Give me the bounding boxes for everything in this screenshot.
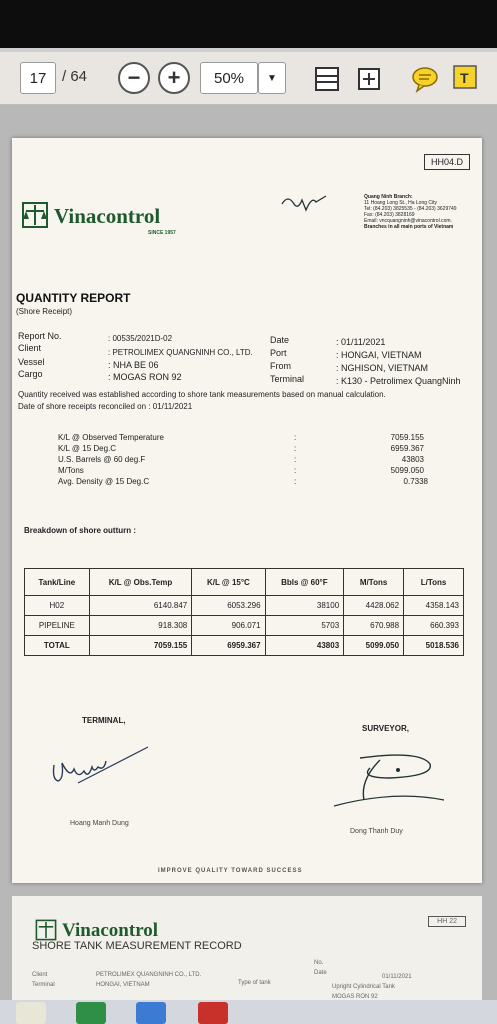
table-cell: 6140.847: [89, 596, 192, 616]
surveyor-sign-label: SURVEYOR,: [362, 724, 409, 733]
table-cell: 660.393: [404, 616, 464, 636]
terminal-label: Terminal: [270, 374, 305, 384]
port-label: Port: [270, 348, 287, 358]
initials-signature: [280, 190, 330, 220]
vinacontrol-logo-icon: [34, 918, 58, 942]
port-value: : HONGAI, VIETNAM: [336, 350, 422, 360]
quantity-colon: :: [294, 455, 297, 464]
quantity-label: Avg. Density @ 15 Deg.C: [58, 477, 150, 486]
quantity-label: K/L @ Observed Temperature: [58, 433, 164, 442]
page-number-input[interactable]: [20, 62, 56, 94]
table-cell: 4358.143: [404, 596, 464, 616]
page2-terminal-value: HONGAI, VIETNAM: [96, 982, 150, 988]
table-cell: PIPELINE: [25, 616, 90, 636]
table-total-row: [25, 636, 464, 656]
page2-client-label: Client: [32, 972, 48, 978]
quantity-colon: :: [294, 433, 297, 442]
quantity-row: [58, 466, 438, 477]
quantity-colon: :: [294, 444, 297, 453]
branch-email: Email: vncquangninh@vinacontrol.com.: [364, 218, 452, 224]
table-cell: 38100: [265, 596, 344, 616]
minus-icon: −: [127, 65, 141, 90]
terminal-value: : K130 - Petrolimex QuangNinh: [336, 376, 461, 386]
branch-name: Quang Ninh Branch:: [364, 194, 413, 200]
table-cell: 43803: [265, 636, 344, 656]
surveyor-signature: [330, 748, 460, 818]
plus-icon: +: [167, 65, 181, 90]
brand-name: Vinacontrol: [54, 204, 161, 228]
quantity-value: 7059.155: [390, 433, 424, 442]
from-label: From: [270, 361, 291, 371]
quantity-label: U.S. Barrels @ 60 deg.F: [58, 455, 146, 464]
table-cell: 7059.155: [89, 636, 192, 656]
quantity-row: [58, 477, 438, 488]
date-value: : 01/11/2021: [336, 337, 386, 347]
table-cell: H02: [25, 596, 90, 616]
client-label: Client: [18, 343, 42, 353]
zalo-icon[interactable]: [136, 1002, 166, 1024]
breakdown-title: Breakdown of shore outturn :: [24, 526, 136, 535]
branch-fax: Fax: (84.203) 3828169: [364, 212, 415, 218]
page2-brand-name: Vinacontrol: [62, 920, 159, 941]
file-explorer-taskbar-button[interactable]: [16, 1002, 46, 1024]
quantity-row: [58, 455, 438, 466]
chevron-down-icon: ▼: [267, 72, 277, 84]
text-tool-icon[interactable]: [450, 62, 480, 92]
form-code: HH04.D: [424, 154, 470, 170]
surveyor-signatory-name: Dong Thanh Duy: [350, 828, 403, 835]
quantity-colon: :: [294, 477, 297, 486]
page2-date-value: 01/11/2021: [382, 974, 412, 980]
branch-tel: Tel: (84.203) 3825535 - (84.203) 3629749: [364, 206, 457, 212]
page2-no-label: No.: [314, 960, 324, 966]
vinacontrol-logo-icon: [20, 200, 50, 230]
table-header-row: [25, 569, 464, 596]
terminal-sign-label: TERMINAL,: [82, 716, 126, 725]
branch-locations: Branches in all main ports of Vietnam: [364, 224, 454, 230]
column-header: Bbls @ 60°F: [265, 569, 344, 596]
table-cell: 670.988: [344, 616, 404, 636]
table-cell: 906.071: [192, 616, 265, 636]
quantity-value: 5099.050: [390, 466, 424, 475]
outturn-table: [24, 568, 464, 656]
table-cell: 6959.367: [192, 636, 265, 656]
table-cell: 6053.296: [192, 596, 265, 616]
taskbar: [0, 1000, 497, 1024]
cargo-label: Cargo: [18, 369, 43, 379]
table-cell: 5703: [265, 616, 344, 636]
page-number-value: 17: [29, 69, 47, 87]
report-no-value: : 00535/2021D-02: [108, 334, 173, 343]
quantity-row: [58, 433, 438, 444]
page2-form-code: HH 22: [428, 916, 466, 927]
column-header: K/L @ Obs.Temp: [89, 569, 192, 596]
monitor-bezel: [0, 0, 497, 48]
date-label: Date: [270, 335, 290, 345]
page2-terminal-label: Terminal: [32, 982, 55, 988]
table-cell: 5099.050: [344, 636, 404, 656]
comment-icon[interactable]: [410, 64, 440, 94]
table-cell: 5018.536: [404, 636, 464, 656]
pdf-toolbar: [0, 52, 497, 105]
column-header: M/Tons: [344, 569, 404, 596]
quantity-summary: [58, 433, 438, 488]
quantity-value: 0.7338: [403, 477, 428, 486]
quantity-label: M/Tons: [58, 466, 84, 475]
client-value: : PETROLIMEX QUANGNINH CO., LTD.: [108, 348, 253, 357]
vessel-label: Vessel: [18, 357, 45, 367]
table-cell: TOTAL: [25, 636, 90, 656]
statement-date: Date of shore receipts reconciled on : 01/11/2021: [18, 402, 193, 411]
report-title: QUANTITY REPORT: [16, 291, 131, 305]
statement-basis: Quantity received was established according to shore tank measurements based on manual calculation.: [18, 390, 386, 399]
branch-contact: [364, 194, 457, 230]
fit-page-icon[interactable]: [354, 64, 384, 94]
table-row: [25, 596, 464, 616]
zoom-dropdown-button[interactable]: [258, 62, 286, 94]
excel-icon[interactable]: [76, 1002, 106, 1024]
zoom-level-value: 50%: [213, 69, 245, 87]
terminal-signature: [48, 743, 168, 803]
quantity-value: 43803: [401, 455, 424, 464]
zoom-in-button[interactable]: [158, 62, 190, 94]
brand-since: SINCE 1957: [148, 230, 176, 236]
zoom-out-button[interactable]: [118, 62, 150, 94]
page2-type-label: Type of tank: [238, 980, 271, 986]
page2-date-label: Date: [314, 970, 327, 976]
page2-tank-type: Upright Cylindrical Tank: [332, 984, 395, 990]
quantity-report-page: [12, 138, 482, 883]
report-no-label: Report No.: [18, 331, 62, 341]
quantity-colon: :: [294, 466, 297, 475]
column-header: Tank/Line: [25, 569, 90, 596]
page-total-label: / 64: [62, 68, 88, 85]
report-subtitle: (Shore Receipt): [16, 307, 73, 316]
fit-width-icon[interactable]: [312, 64, 342, 94]
table-cell: 4428.062: [344, 596, 404, 616]
quantity-row: [58, 444, 438, 455]
column-header: L/Tons: [404, 569, 464, 596]
vessel-value: : NHA BE 06: [108, 360, 159, 370]
column-header: K/L @ 15°C: [192, 569, 265, 596]
table-row: [25, 616, 464, 636]
page2-client-value: PETROLIMEX QUANGNINH CO., LTD.: [96, 972, 202, 978]
quantity-label: K/L @ 15 Deg.C: [58, 444, 117, 453]
branch-address: 11 Hoang Long St., Ha Long City: [364, 200, 438, 206]
cargo-value: : MOGAS RON 92: [108, 372, 182, 382]
page2-title: SHORE TANK MEASUREMENT RECORD: [32, 940, 242, 952]
pdf-reader-icon[interactable]: [198, 1002, 228, 1024]
svg-text:T: T: [460, 70, 469, 86]
table-cell: 918.308: [89, 616, 192, 636]
footer-slogan: IMPROVE QUALITY TOWARD SUCCESS: [158, 868, 303, 874]
from-value: : NGHISON, VIETNAM: [336, 363, 429, 373]
quantity-value: 6959.367: [390, 444, 424, 453]
zoom-level-field[interactable]: [200, 62, 258, 94]
page2-product: MOGAS RON 92: [332, 994, 378, 1000]
terminal-signatory-name: Hoang Manh Dung: [70, 820, 129, 827]
